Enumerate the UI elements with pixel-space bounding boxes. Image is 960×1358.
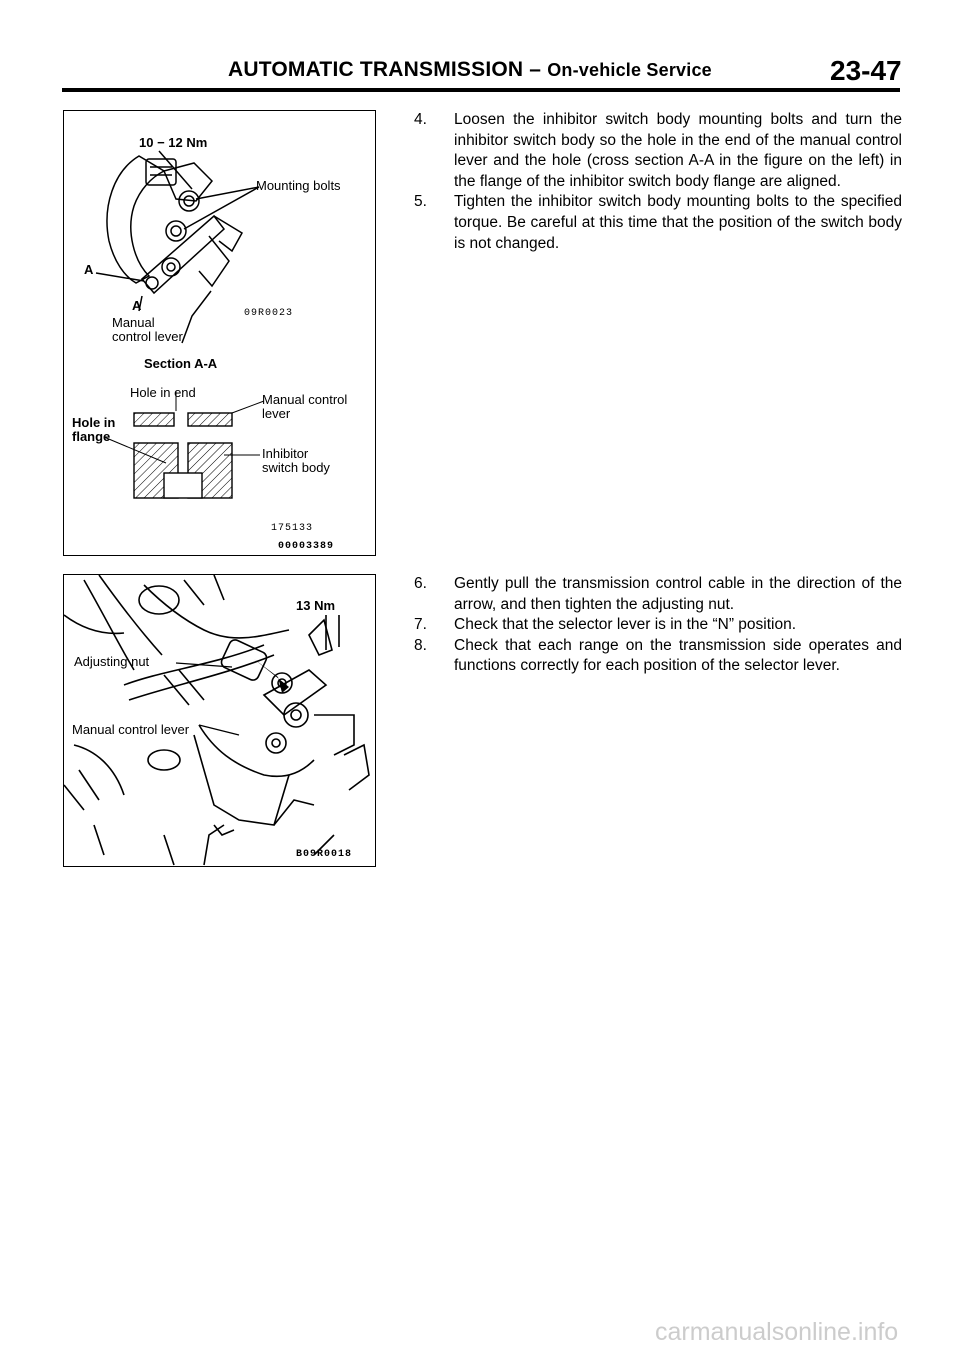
manual-control-label: Manual control: [262, 392, 348, 407]
mounting-bolts-label: Mounting bolts: [256, 178, 341, 193]
hole-in-label: Hole in: [72, 415, 116, 430]
title-text: AUTOMATIC TRANSMISSION: [228, 58, 524, 81]
step-text: Gently pull the transmission control cable in the direction of the arrow, and then tighten the adjusting nut.: [454, 575, 902, 613]
page-title: [228, 58, 712, 82]
flange-label: flange: [72, 429, 111, 444]
step-item: [414, 574, 902, 615]
adjusting-nut-label: Adjusting nut: [74, 654, 150, 669]
step-number: 4.: [414, 111, 427, 128]
title-dash: –: [529, 58, 542, 81]
control-lever-label: control lever: [112, 329, 183, 344]
figure1-code-1: 175133: [271, 523, 314, 534]
lever-label: lever: [262, 406, 291, 421]
torque-label-2: 13 Nm: [296, 598, 336, 613]
step-item: [414, 636, 902, 677]
figure-inhibitor-switch: [63, 110, 376, 556]
figure-control-cable: [63, 574, 376, 867]
step-number: 6.: [414, 575, 427, 592]
marker-a-left: A: [84, 262, 94, 277]
marker-a-right: A: [132, 298, 142, 313]
step-text: Loosen the inhibitor switch body mounting bolts and turn the inhibitor switch body so the hole in the end of the manual control lever and the hole (cross section A-A in the figure on the left) in the flange of the inhibitor switch body flange are aligned.: [454, 111, 902, 190]
figure2-code: B09R0018: [296, 849, 353, 860]
figure1-code-top: 09R0023: [244, 308, 294, 319]
subtitle-text: On-vehicle Service: [547, 60, 712, 80]
step-text: Check that the selector lever is in the “N” position.: [454, 616, 797, 634]
hole-in-end-label: Hole in end: [130, 385, 196, 400]
step-number: 7.: [414, 616, 427, 634]
figure1-code-2: 00003389: [278, 541, 335, 552]
inhibitor-label: Inhibitor: [262, 446, 309, 461]
steps-group-1: [414, 110, 902, 254]
step-text: Check that each range on the transmission side operates and functions correctly for each position of the selector lever.: [454, 636, 902, 675]
manual-control-lever-label: Manual control lever: [72, 722, 190, 737]
step-number: 8.: [414, 636, 427, 654]
section-title: Section A-A: [144, 356, 218, 371]
control-cable-photo-drawing: [64, 575, 376, 867]
title-rule: [62, 88, 900, 92]
step-number: 5.: [414, 193, 427, 211]
step-item: [414, 192, 902, 254]
switch-body-label: switch body: [262, 460, 330, 475]
page-number: 23-47: [830, 55, 902, 86]
step-text: Tighten the inhibitor switch body mounting bolts to the specified torque. Be careful at this time that the position of the switch body is not changed.: [454, 193, 902, 252]
step-item: [414, 615, 902, 636]
torque-label-1: 10 − 12 Nm: [139, 135, 208, 150]
steps-group-2: [414, 574, 902, 677]
step-item: [414, 110, 902, 192]
manual-label: Manual: [112, 315, 155, 330]
footer-watermark[interactable]: carmanualsonline.info: [655, 1318, 899, 1346]
